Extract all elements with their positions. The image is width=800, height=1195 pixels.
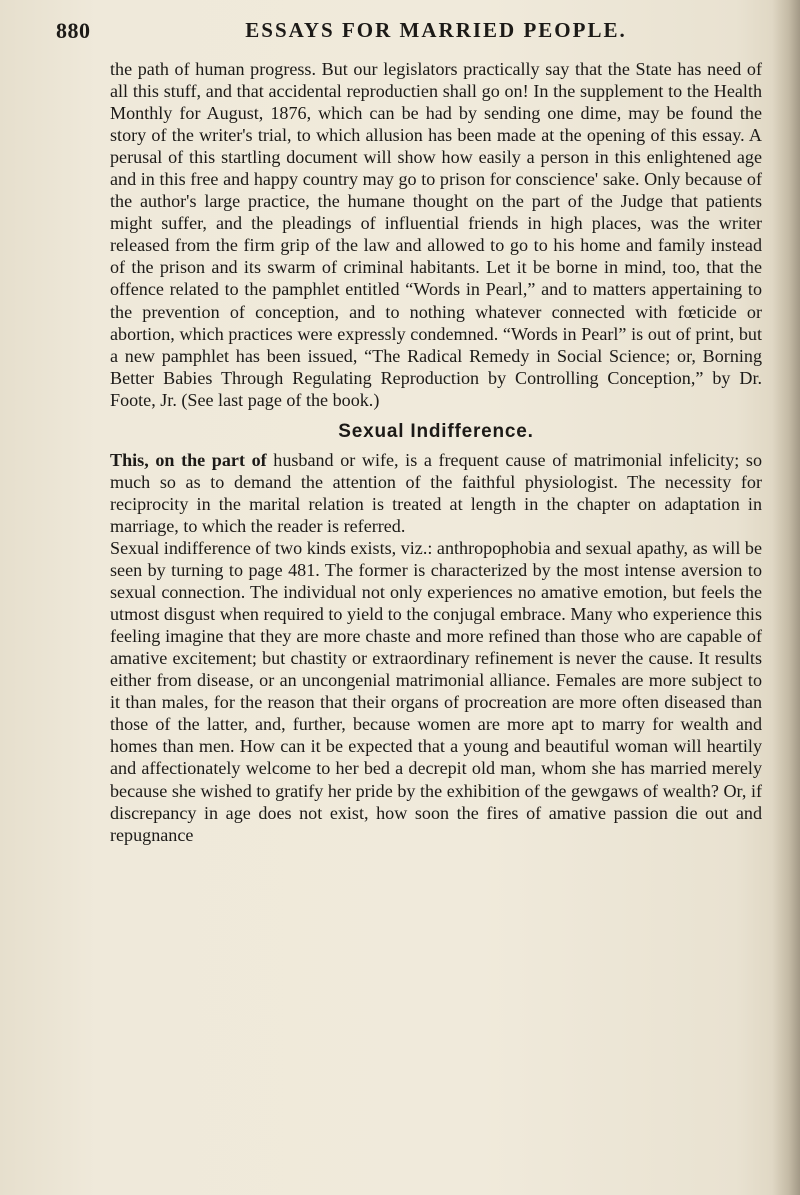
paragraph-two-kinds: Sexual indifference of two kinds exists, viz.: anthropophobia and sexual apathy, as will be seen by turning to page 481. The former is characterized by the most intense aversion to sexual connection. The individual not only experiences no amative emotion, but feels the utmost disgust when required to yield to the conjugal embrace. Many who experience this feeling imagine that they are more chaste and more refined than those who are capable of amative excitement; but chastity or extraordinary refinement is never the cause. It results either from disease, or an uncongenial matrimonial alliance. Females are more subject to it than males, for the reason that their organs of procreation are more often diseased than those of the latter, and, further, because women are more apt to marry for wealth and homes than men. How can it be expected that a young and beautiful woman will heartily and affectionately welcome to her bed a decrepit old man, whom she has married merely because she wished to gratify her pride by the exhibition of the gewgaws of wealth? Or, if discrepancy in age does not exist, how soon the fires of amative passion die out and repugnance bbox=[110, 537, 762, 845]
paragraph-lead-words: This, on the part of bbox=[110, 449, 267, 470]
body-text bbox=[110, 58, 762, 846]
page-header bbox=[56, 18, 756, 48]
page-edge-shadow bbox=[772, 0, 800, 1195]
paragraph-intro-text: husband or wife, is a frequent cause of matrimonial infelicity; so much so as to demand the attention of the faithful physiologist. The necessity for reciprocity in the marital relation is treated at length in the chapter on adaptation in marriage, to which the reader is referred. bbox=[110, 449, 762, 536]
paragraph-trial-account: the path of human progress. But our legislators practically say that the State has need of all this stuff, and that accidental reproductien shall go on! In the supplement to the Health Monthly for August, 1876, which can be had by sending one dime, may be found the story of the writer's trial, to which allusion has been made at the opening of this essay. A perusal of this startling document will show how easily a person in this enlightened age and in this free and happy country may go to prison for conscience' sake. Only because of the author's large practice, the humane thought on the part of the Judge that patients might suffer, and the pleadings of influential friends in high places, was the writer released from the firm grip of the law and allowed to go to his home and family instead of the prison and its swarm of criminal habitants. Let it be borne in mind, too, that the offence related to the pamphlet entitled “Words in Pearl,” and to matters appertaining to the prevention of conception, and to nothing whatever connected with fœticide or abortion, which practices were expressly condemned. “Words in Pearl” is out of print, but a new pamphlet has been issued, “The Radical Remedy in Social Science; or, Borning Better Babies Through Regulating Reproduction by Controlling Conception,” by Dr. Foote, Jr. (See last page of the book.) bbox=[110, 59, 762, 410]
section-heading: Sexual Indifference. bbox=[338, 420, 534, 442]
running-head: ESSAYS FOR MARRIED PEOPLE. bbox=[245, 18, 627, 42]
page-number: 880 bbox=[56, 18, 91, 43]
paragraph-sexual-indifference-intro bbox=[110, 449, 762, 537]
